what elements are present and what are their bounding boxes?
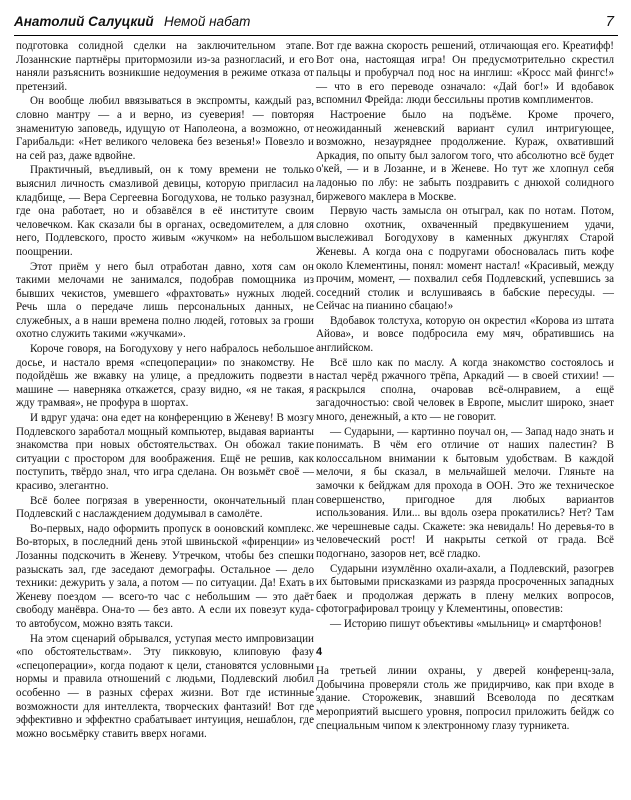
paragraph: На третьей линии охраны, у дверей конференц-зала, Добычина проверяли столь же придирчиво, как при входе в здание. Сторожевик, знавший Всеволода по десяткам мероприятий высшего уровня, попросил приложить бейдж со специальным чипом к электронному глазу турникета. xyxy=(316,665,614,732)
page-number: 7 xyxy=(605,13,614,30)
paragraph: И вдруг удача: она едет на конференцию в Женеву! В мозгу Подлевского заработал мощный компьютер, выдавая варианты знакомства при новых обстоятельствах. Он обожал такие ситуации с простором для воображения. Ещё не решив, как поступить, твёрдо знал, что игра сделана. Он возьмёт своё — красиво, элегантно. xyxy=(16,412,314,492)
paragraph: Первую часть замысла он отыграл, как по нотам. Потом, словно охотник, охваченный предвкушением удачи, выслеживал Богодухову в каменных джунглях Старой Женевы. А когда она с подругами обосновалась пить кофе около Клементины, понял: момент настал! «Красивый, между прочим, момент, — похвалил себя Подлевский, успевшись за соседний столик и вслушиваясь в бабские пересуды. — Сейчас на пианино сбацаю!» xyxy=(316,205,614,313)
right-column xyxy=(316,40,614,734)
header-rule xyxy=(14,35,618,36)
paragraph: Всё шло как по маслу. А когда знакомство состоялось и настал черёд ржачного трёпа, Аркадий — в своей стихии! — раскрылся сполна, очаровав всё-олнравием, а ещё загадочностью: свой человек в Европе, мыслит широко, знает много, денежный, а кто — не говорит. xyxy=(316,356,614,424)
paragraph: Короче говоря, на Богодухову у него набралось небольшое досье, и настало время «спецоперации» по знакомству. Не подойдёшь же вжавку на улице, а предложить подвезти в машине — наверняка откажется, сразу видно, «я не такая, я жду трамвая», не профура в шортах. xyxy=(16,343,314,410)
paragraph: Во-первых, надо оформить пропуск в ооновский комплекс. Во-вторых, в последний день этой швиньской «фиренции» из Лозанны подскочить в Женеву. Утречком, чтобы без спешки разыскать зал, где заседают демографы. Остальное — дело техники: дежурить у зала, а потом — по ситуации. Да! Ехать в Женеву поездом — всего-то час с небольшим — это даёт свободу манёвра. Она-то — без авто. А если их повезут куда-то автобусом, можно взять такси. xyxy=(16,522,314,630)
paragraph: Он вообще любил ввязываться в экспромты, каждый раз, словно мантру — а и верно, из суеверия! — повторяя знаменитую заповедь, идущую от Наполеона, а возможно, от Гарибальди: «Нет великого человека без везенья!» Повезло и на сей раз, даже вдвойне. xyxy=(16,95,314,162)
paragraph: Этот приём у него был отработан давно, хотя сам он такими мелочами не занимался, подобрав помощника из бывших чекистов, умевшего «фрахтовать» нужных людей. Речь шла о передаче лишь персональных данных, не служебных, а в наши времена полно людей, готовых за гроши охотно служить такими «жучками». xyxy=(16,260,314,341)
paragraph: Вдобавок толстуха, которую он окрестил «Корова из штата Айова», и вовсе подбросила ему мяч, обратившись на английском. xyxy=(316,314,614,355)
paragraph: Сударыни изумлённо охали-ахали, а Подлевский, разогрев их бытовыми присказками из разряда просроченных западных баек и продолжая держать в плену мелких вопросов, сфотографировал троицу у Клементины, оповестив: xyxy=(316,562,614,616)
header-author: Анатолий Салуцкий xyxy=(14,14,154,29)
paragraph: — Историю пишут объективы «мыльниц» и смартфонов! xyxy=(330,617,602,630)
paragraph: Практичный, въедливый, он к тому времени не только выяснил личность смазливой девицы, которую пригласил на кладбище, — Вера Сергеевна Богодухова, не только разузнал, где она работает, но и обзавёлся в её институте своим человечком. Как сказали бы в органах, осведомителем, а для него, Подлевского, просто живым «жучком» на небольшом поощрении. xyxy=(16,164,314,258)
paragraph: — Сударыни, — картинно поучал он, — Запад надо знать и понимать. В чём его отличие от наших палестин? В колоссальном внимании к бытовым удобствам. В каждой мелочи, я бы сказал, в мельчайшей мелочи. Гляньте на замочки к бейджам для прохода в ООН. Это же техническое совершенство, пригодное для любых вариантов использования. Или... вы вдоль озера прокатились? Нет? Там же черешневые сады. Скажете: эка невидаль! Но деревья-то в человеческий рост! И накрыты сеткой от града. Всё подогнано, зазоров нет, всё гладко. xyxy=(316,425,614,560)
paragraph: подготовка солидной сделки на заключительном этапе. Лозаннские партнёры притормозили из-за разногласий, и его наняли разъяснить возникшие недоумения в режиме отказа от претензий. xyxy=(16,40,314,93)
paragraph: Всё более погрязая в уверенности, окончательный план Подлевский с наслаждением додумывал в самолёте. xyxy=(16,494,314,521)
running-header xyxy=(14,13,618,35)
header-title: Немой набат xyxy=(164,14,251,29)
paragraph: Вот где важна скорость решений, отличающая его. Креатифф! Вот она, настоящая игра! Он предусмотрительно скрестил пальцы и пробурчал под нос на инглиш: «Кросс май фингс!» — что в его переводе означало: «Дай бог!» И вдобавок вспомнил Фрейда: люди бессильны против комплиментов. xyxy=(316,40,614,107)
section-number: 4 xyxy=(316,645,323,658)
paragraph: На этом сценарий обрывался, уступая место импровизации «по обстоятельствам». Эту пикковую, клиповую фазу «спецоперации», когда подают к цели, становятся условными нормы и правила отношений с людьми, Подлевский любил особенно — в разных сферах жизни. Вот где истинные возможности для интеллекта, творческих фантазий! Вот где эффективно и эффектно срабатывает интуиция, нешаблон, где можно восьмёрку ставить вверх ногами. xyxy=(16,632,314,740)
left-column xyxy=(16,40,314,742)
paragraph: Настроение было на подъёме. Кроме прочего, неожиданный женевский вариант сулил интригующее, возможно, незауряднее продолжение. Кураж, охвативший Аркадия, по опыту был залогом того, что абсолютно всё будет о'кей, — и в Лозанне, и в Женеве. Но тут же хлопнул себя ладонью по лбу: не забыть поздравить с днюхой солидного биржевого маклера в Москве. xyxy=(316,108,614,203)
